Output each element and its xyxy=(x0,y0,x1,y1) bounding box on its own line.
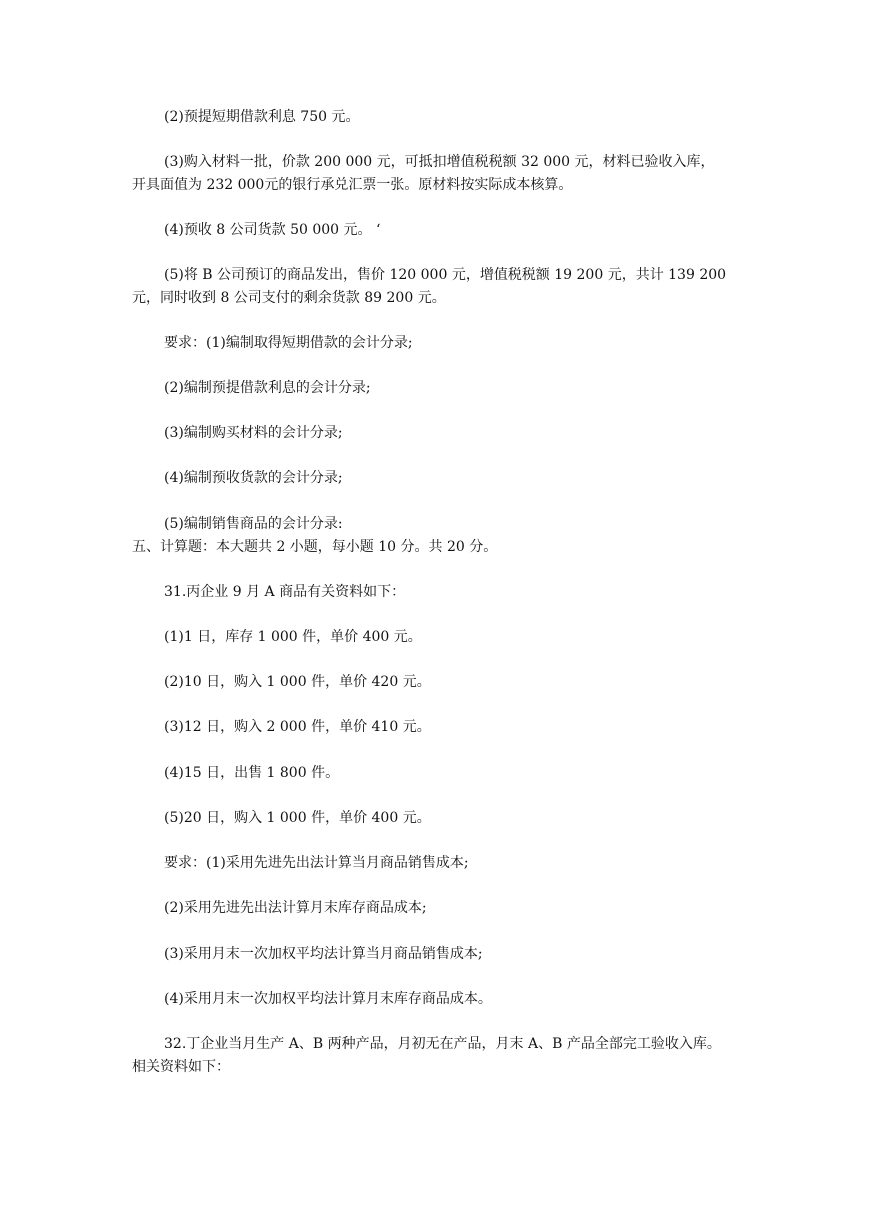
question-31-item-1: (1)1 日，库存 1 000 件，单价 400 元。 xyxy=(164,629,422,645)
question-31-item-2: (2)10 日，购入 1 000 件，单价 420 元。 xyxy=(164,674,431,690)
section-heading: 五、计算题：本大题共 2 小题，每小题 10 分。共 20 分。 xyxy=(132,539,498,555)
paragraph-item-3-line-2: 开具面值为 232 000元的银行承兑汇票一张。原材料按实际成本核算。 xyxy=(132,177,573,193)
question-32-line-2: 相关资料如下： xyxy=(132,1059,230,1075)
paragraph-item-2: (2)预提短期借款利息 750 元。 xyxy=(164,109,360,125)
requirement-4: (4)编制预收货款的会计分录; xyxy=(164,470,343,486)
requirement-2: (2)编制预提借款利息的会计分录; xyxy=(164,380,371,396)
paragraph-item-4: (4)预收 8 公司货款 50 000 元。 ‘ xyxy=(164,222,381,238)
requirement-5: (5)编制销售商品的会计分录: xyxy=(164,516,343,532)
question-31-requirement-4: (4)采用月末一次加权平均法计算月末库存商品成本。 xyxy=(164,991,492,1007)
requirement-3: (3)编制购买材料的会计分录; xyxy=(164,425,343,441)
question-31-title: 31.丙企业 9 月 A 商品有关资料如下： xyxy=(164,584,406,600)
question-31-requirement-3: (3)采用月末一次加权平均法计算当月商品销售成本; xyxy=(164,946,483,962)
question-31-item-4: (4)15 日，出售 1 800 件。 xyxy=(164,765,340,781)
paragraph-item-5-line-1: (5)将 B 公司预订的商品发出，售价 120 000 元，增值税税额 19 200 元，共计 139 200 xyxy=(164,267,727,283)
question-31-item-3: (3)12 日，购入 2 000 件，单价 410 元。 xyxy=(164,719,431,735)
requirement-1: 要求：(1)编制取得短期借款的会计分录; xyxy=(164,335,413,351)
question-31-requirement-1: 要求：(1)采用先进先出法计算当月商品销售成本; xyxy=(164,855,469,871)
paragraph-item-5-line-2: 元，同时收到 8 公司支付的剩余货款 89 200 元。 xyxy=(132,290,446,306)
paragraph-item-3-line-1: (3)购入材料一批，价款 200 000 元，可抵扣增值税税额 32 000 元，材料已验收入库， xyxy=(164,154,715,170)
question-31-requirement-2: (2)采用先进先出法计算月末库存商品成本; xyxy=(164,900,427,916)
question-32-line-1: 32.丁企业当月生产 A、B 两种产品，月初无在产品，月末 A、B 产品全部完工验收入库。 xyxy=(164,1036,721,1052)
question-31-item-5: (5)20 日，购入 1 000 件，单价 400 元。 xyxy=(164,810,431,826)
